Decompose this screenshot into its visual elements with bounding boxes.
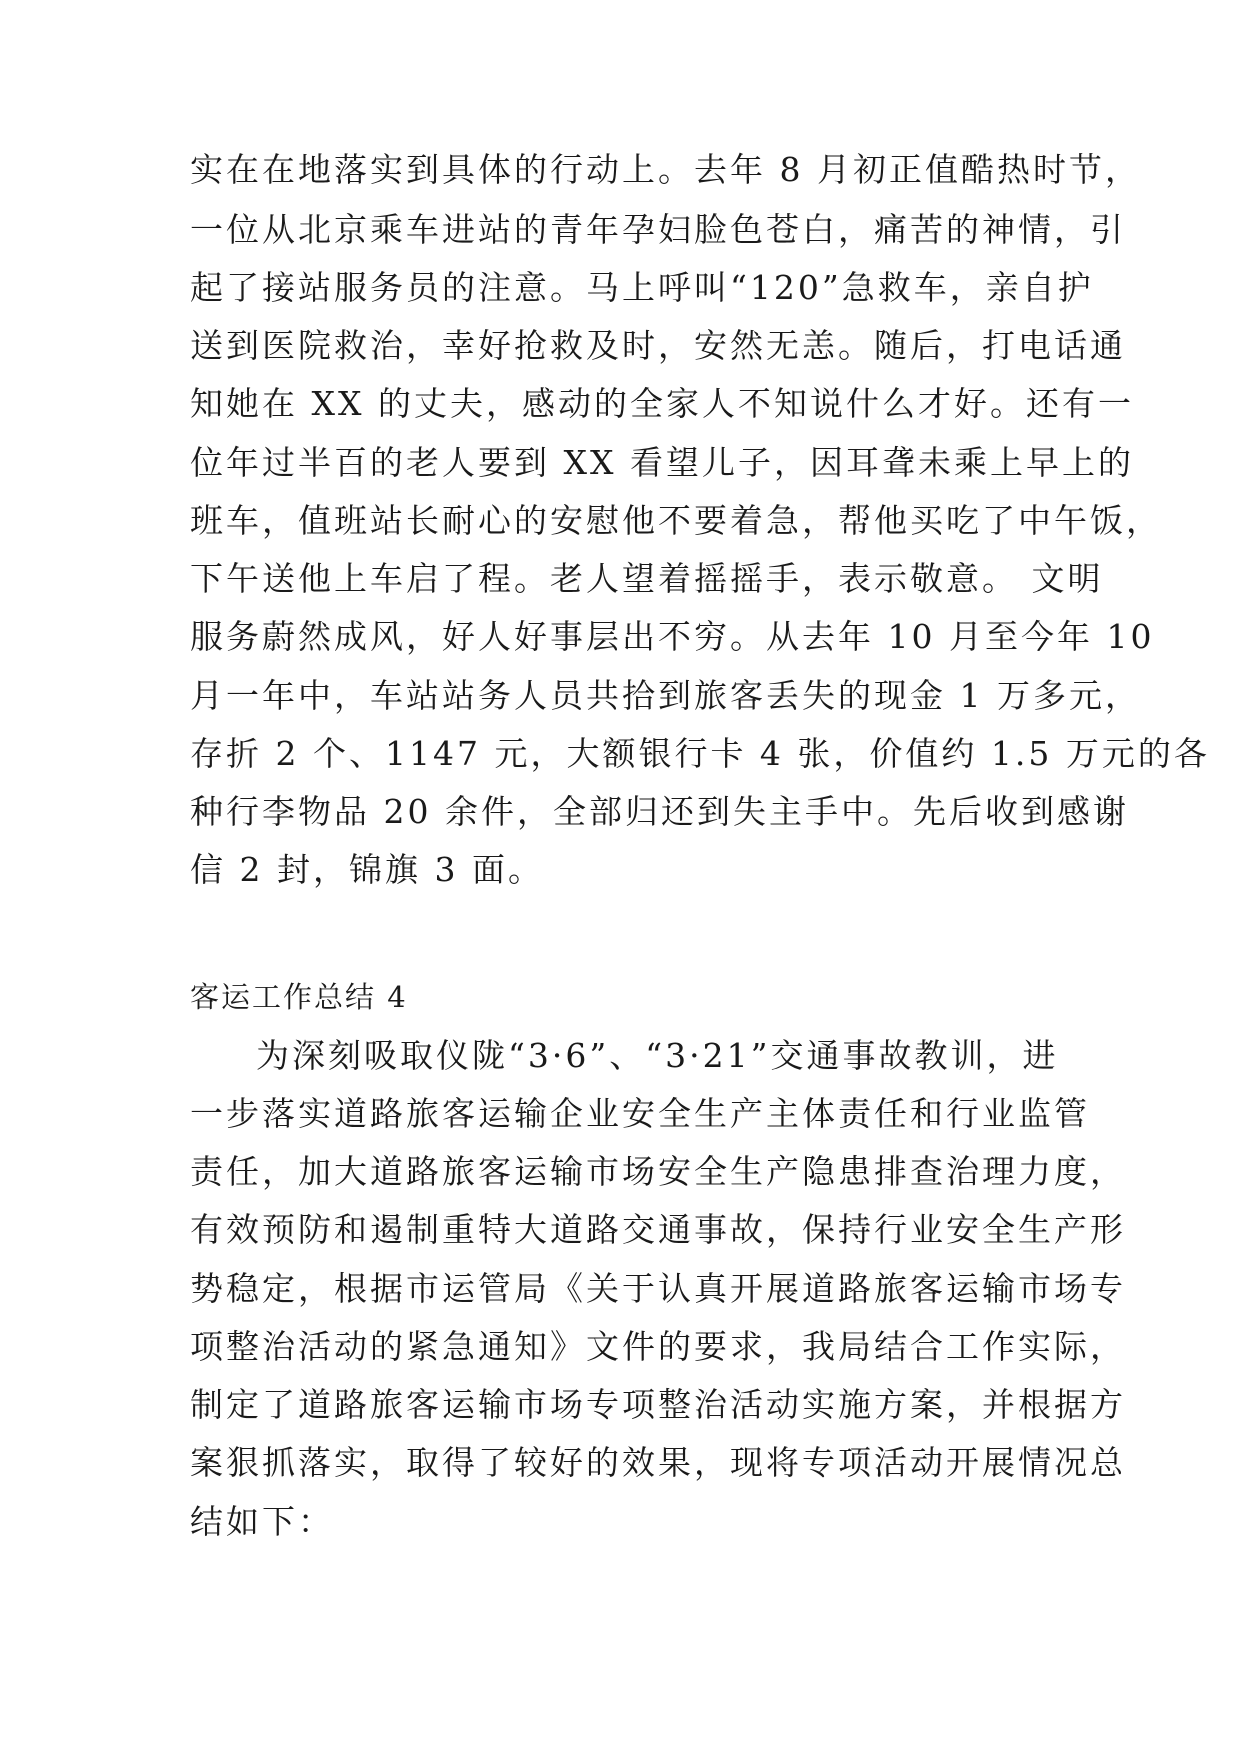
paragraph-1-line-11: 存折 2 个、1147 元，大额银行卡 4 张，价值约 1.5 万元的各	[190, 734, 1210, 773]
section-heading: 客运工作总结 4	[190, 980, 408, 1014]
paragraph-1-line-2: 一位从北京乘车进站的青年孕妇脸色苍白，痛苦的神情，引	[190, 210, 1126, 249]
paragraph-2-line-3: 责任，加大道路旅客运输市场安全生产隐患排查治理力度，	[190, 1152, 1126, 1191]
paragraph-2-line-9: 结如下：	[190, 1502, 334, 1541]
paragraph-1-line-5: 知她在 XX 的丈夫，感动的全家人不知说什么才好。还有一	[190, 384, 1134, 423]
paragraph-2-line-1: 为深刻吸取仪陇“3·6”、“3·21”交通事故教训，进	[256, 1036, 1059, 1075]
paragraph-2-line-5: 势稳定，根据市运管局《关于认真开展道路旅客运输市场专	[190, 1269, 1126, 1308]
paragraph-1-line-12: 种行李物品 20 余件，全部归还到失主手中。先后收到感谢	[190, 792, 1129, 831]
paragraph-2-line-4: 有效预防和遏制重特大道路交通事故，保持行业安全生产形	[190, 1210, 1126, 1249]
paragraph-1-line-7: 班车，值班站长耐心的安慰他不要着急，帮他买吃了中午饭，	[190, 501, 1162, 540]
paragraph-2-line-2: 一步落实道路旅客运输企业安全生产主体责任和行业监管	[190, 1094, 1090, 1133]
paragraph-1-line-6: 位年过半百的老人要到 XX 看望儿子，因耳聋未乘上早上的	[190, 443, 1134, 482]
paragraph-1-line-10: 月一年中，车站站务人员共拾到旅客丢失的现金 1 万多元，	[190, 676, 1141, 715]
paragraph-2-line-7: 制定了道路旅客运输市场专项整治活动实施方案，并根据方	[190, 1385, 1126, 1424]
paragraph-2-line-8: 案狠抓落实，取得了较好的效果，现将专项活动开展情况总	[190, 1443, 1126, 1482]
paragraph-1-line-8: 下午送他上车启了程。老人望着摇摇手，表示敬意。 文明	[190, 559, 1104, 598]
paragraph-1-line-1: 实在在地落实到具体的行动上。去年 8 月初正值酷热时节，	[190, 150, 1141, 189]
paragraph-1-line-4: 送到医院救治，幸好抢救及时，安然无恙。随后，打电话通	[190, 326, 1126, 365]
paragraph-1-line-9: 服务蔚然成风，好人好事层出不穷。从去年 10 月至今年 10	[190, 617, 1155, 656]
paragraph-2-line-6: 项整治活动的紧急通知》文件的要求，我局结合工作实际，	[190, 1327, 1126, 1366]
paragraph-1-line-3: 起了接站服务员的注意。马上呼叫“120”急救车，亲自护	[190, 268, 1094, 307]
paragraph-1-line-13: 信 2 封，锦旗 3 面。	[190, 850, 544, 889]
